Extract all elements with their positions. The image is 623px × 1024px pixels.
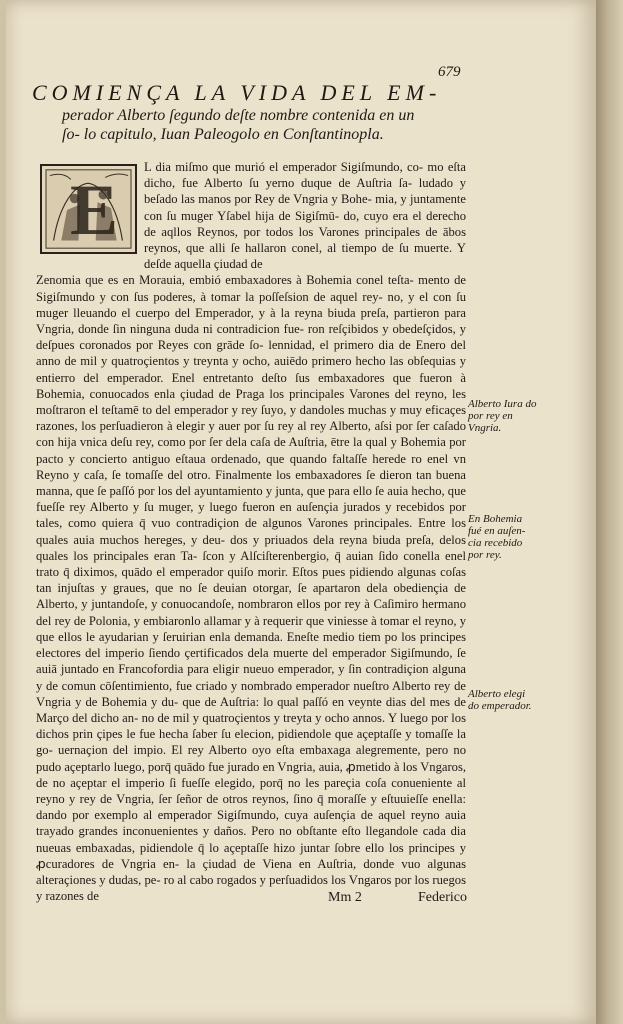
chapter-heading: COMIENÇA LA VIDA DEL EM- bbox=[32, 80, 442, 105]
chapter-subheading: perador Alberto ſegundo deſte nombre contenida en un ſo- lo capitulo, Iuan Paleogolo en Conſtantinopla. bbox=[62, 107, 415, 143]
body-text bbox=[36, 159, 466, 904]
margin-note-2: En Bohemia fué en auſen- cia recebido por rey. bbox=[468, 513, 526, 561]
page-number: 679 bbox=[438, 64, 461, 80]
catchword: Federico bbox=[418, 890, 467, 905]
signature-mark: Mm 2 bbox=[328, 890, 362, 905]
opening-paragraph: L dia miſmo que murió el emperador Sigiſmundo, co- mo eſta dicho, fue Alberto ſu yerno duque de Auſtria ſa- ludado y beſado las manos por Rey de Vngria y Bohe- mia, y juntamente con ſu muger Yſabel hija de Sigiſmū- do, cuyo era el derecho de aqllos Reynos, por todos los Varones principales de ābos reynos, que alli ſe hallaron conel, al tiempo de ſu muerte. Y deſde aquella çiudad de bbox=[144, 160, 466, 272]
main-paragraph: Zenomia que es en Morauia, embió embaxadores à Bohemia conel teſta- mento de Sigiſmundo y con ſus poderes, à tomar la poſſeſsion de aquel rey- no, y el con ſu muger lleuando el cuerpo del Emperador, y à la reyna biuda preſa, partieron para Vngria, donde ſin ninguna duda ni contradicion fue- ron reſçibidos y obedeſçidos, y deſpues coronados por Reyes con grāde ſo- lennidad, el primero dia de Enero del anno de mil y quatroçientos y treynta y ocho, auiēdo primero hecho las obſequias y entierro del emperador. Enel entretanto deſto ſus embaxadores que fueron à Bohemia, conuocados enla çiudad de Praga los principales Varones del reyno, les moſtraron el teſtamē to del emperador y rey ſuyo, y dandoles muchas y muy eficaçes razones, los perſuadieron à elegir y auer por ſu rey al rey Alberto, aſsi por ſer caſado con hija vnica deſu rey, como por ſer dela caſa de Auſtria, ētre la qual y Bohemia por pacto y concierto antiguo eſtaua ordenado, que quando faltaſſe herede ro enel vn Reyno y caſa, ſe tomaſſe del otro. Finalmente los embaxadores ſe dieron tan buena manna, que ſe paſſó por los del ayuntamiento y junta, que para ello ſe auia hecho, que fueſſe rey Alberto y ſu muger, y luego fueron en auſençia jurados y recebidos por tales, como quiera q̄ vuo contradiçion de algunos Varones principales. Entre los quales auia muchos hereges, y deu- dos y priuados dela reyna biuda preſa, delos quales los principales eran Ta- ſcon y Alſciſterenbergio, q̄ auian ſido conella enel trato q̄ diximos, quādo el emperador quiſo morir. Eſtos pues pidiendo algunas coſas tan injuſtas y graues, que no ſe deuian otorgar, ſe apartaron dela obediençia de Alberto, y juntandoſe, y conuocandoſe, nombraron ellos por rey à Caſimiro hermano del rey de Polonia, y embiaronlo allamar y à requerir que viniesse à tomar el reyno, y que ellos le ayudarian y ſeruirian enla demanda. Eneſte medio tiem po los principes electores del imperio ſiendo çertificados dela muerte del emperador Sigiſmundo, ſe auiā juntado en Francofordia para eligir nueuo emperador, y ſin contradiçion alguna y de comun cōſentimiento, fue criado y nombrado emperador nueſtro Alberto rey de Vngria y de Bohemia y du- que de Auſtria: lo qual paſſó en veynte dias del mes de Março del dicho an- no de mil y quatroçientos y treyta y ocho annos. Y luego por los dichos prin çipes le fue hecha ſaber ſu elecion, pidiendole que açeptaſſe y tomaſſe la go- uernaçion del impio. El rey Alberto oyo eſta embaxaga alegremente, pero no pudo açeptarlo luego, porq̄ quādo fue jurado en Vngria, auia, ꝓmetido à los Vngaros, de no açeptar el imperio ſi fueſſe elegido, porq̄ no les pareçia coſa conueniente al reyno y rey de Vngria, ſer ſeñor de otros reynos, ſino q̄ moraſſe y eſtuuieſſe enella: dando por exemplo al emperador Sigiſmundo, cuya auſençia de aquel reyno auia trayado grandes inconuenientes y daños. Pero no obſtante eſto llegandole cada dia nueuas embaxadas, pidiendole q̄ lo açeptaſſe hizo juntar ſobre ello los principes y ꝓcuradores de Vngria en- la çiudad de Viena en Auſtria, donde vuo algunas alteraçiones y dudas, pe- ro al cabo rogados y perſuadidos los Vngaros por los ruegos y razones de bbox=[36, 273, 467, 904]
margin-note-3: Alberto elegi do emperador. bbox=[468, 688, 532, 712]
margin-note-1: Alberto Iura do por rey en Vngria. bbox=[468, 398, 537, 434]
book-gutter bbox=[596, 0, 623, 1024]
drop-cap-letter: E bbox=[70, 170, 119, 250]
